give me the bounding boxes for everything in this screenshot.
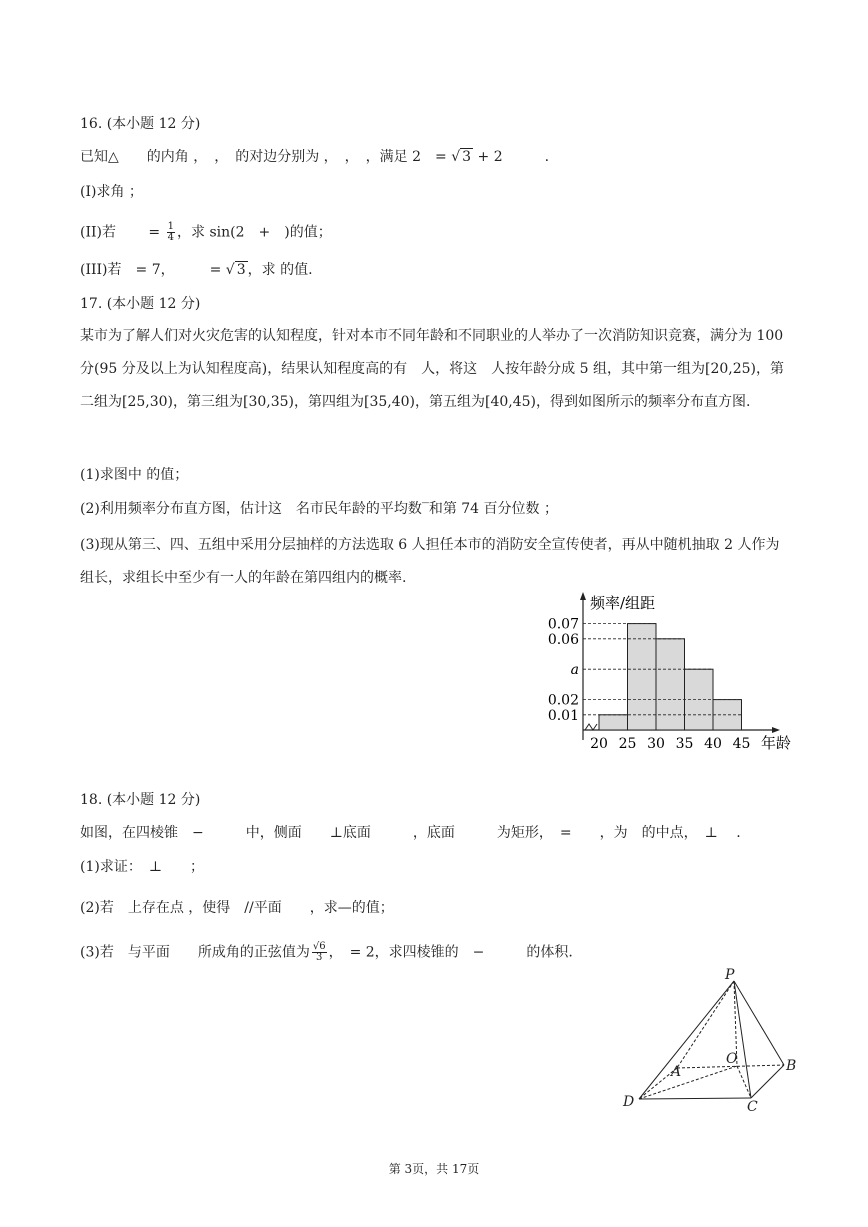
q18-part3-b: ， = 2，求四棱锥的 − 的体积. — [328, 944, 573, 961]
q18-fraction-den: 3 — [316, 952, 323, 963]
q18-part2: (2)若 上存在点 ，使得 //平面 ，求—的值； — [80, 900, 394, 916]
q16-part1: (I)求角 ； — [80, 184, 143, 200]
x-axis-arrow — [772, 727, 780, 733]
y-axis-arrow — [580, 592, 586, 600]
q18-header: 18. (本小题 12 分) — [80, 792, 201, 808]
label-P: P — [725, 967, 735, 983]
x-tick-label: 20 — [590, 736, 608, 752]
histogram-bar — [599, 715, 628, 730]
x-tick-label: 35 — [675, 736, 694, 752]
x-axis-label: 年龄 — [761, 734, 792, 752]
q17-part1: (1)求图中 的值； — [80, 467, 189, 483]
q16-fraction-den: 4 — [167, 232, 174, 243]
q16-line1-tail: + 2 . — [473, 149, 550, 165]
x-tick-label: 40 — [704, 736, 722, 752]
x-tick-label: 25 — [618, 736, 637, 752]
q16-part3-sqrt: 3 — [236, 262, 246, 278]
q16-line1-sqrt: 3 — [462, 149, 472, 165]
axis-break-icon — [585, 724, 597, 730]
y-tick-label: 0.07 — [547, 616, 579, 633]
y-tick-label: a — [570, 662, 579, 679]
q18-part1: (1)求证： ⊥ ； — [80, 859, 204, 875]
edge-CB — [751, 1065, 784, 1098]
label-C: C — [747, 1099, 758, 1115]
q18-fraction — [312, 942, 327, 963]
q16-part3-a: (III)若 = 7， = — [80, 262, 226, 278]
label-O: O — [726, 1051, 738, 1067]
q17-part2: (2)利用频率分布直方图，估计这 名市民年龄的平均数‾和第 74 百分位数 ； — [80, 501, 558, 517]
q16-fraction-num: 1 — [167, 221, 174, 232]
segment-DO — [639, 1066, 737, 1099]
q18-line1: 如图，在四棱锥 − 中，侧面 ⊥底面 ，底面 为矩形， = ，为 的中点， ⊥ . — [80, 825, 741, 841]
label-D: D — [623, 1094, 635, 1110]
q16-part2-b: ，求 sin(2 + )的值； — [177, 224, 332, 241]
q18-fraction-num: √6 — [312, 941, 326, 952]
label-B: B — [786, 1058, 797, 1074]
q17-header: 17. (本小题 12 分) — [80, 296, 201, 312]
histogram-bar — [656, 639, 685, 730]
q16-part2-a: (II)若 = — [80, 224, 165, 241]
y-tick-label: 0.02 — [547, 692, 579, 709]
y-tick-label: 0.06 — [547, 631, 579, 648]
histogram-bar — [713, 700, 742, 730]
pyramid-figure — [615, 965, 805, 1115]
label-A: A — [671, 1064, 682, 1080]
y-axis-label: 频率/组距 — [590, 594, 656, 612]
x-tick-label: 45 — [732, 736, 751, 752]
page-footer: 第 3页，共 17页 — [388, 1162, 480, 1176]
edge-PB — [734, 981, 784, 1065]
q16-line1: 已知△ 的内角 ， ， 的对边分别为 ， ， ，满足 2 = √ 3 + 2 . — [80, 149, 550, 165]
edge-DC — [639, 1098, 751, 1099]
q17-part3: (3)现从第三、四、五组中采用分层抽样的方法选取 6 人担任本市的消防安全宣传使者，再从中随机抽取 2 人作为组长，求组长中至少有一人的年龄在第四组内的概率. — [80, 537, 780, 586]
q16-part3: (III)若 = 7， = √ 3 ，求 的值. — [80, 262, 313, 278]
q16-header: 16. (本小题 12 分) — [80, 116, 201, 132]
frequency-histogram — [535, 588, 805, 758]
edge-PC — [734, 981, 751, 1098]
q16-line1-text: 已知△ 的内角 ， ， 的对边分别为 ， ， ，满足 2 = — [80, 149, 452, 165]
x-tick-label: 30 — [647, 736, 665, 752]
q17-paragraph: 某市为了解人们对火灾危害的认知程度，针对本市不同年龄和不同职业的人举办了一次消防知识竞赛，满分为 100 分(95 分及以上为认知程度高)，结果认知程度高的有 人，将这 人按年龄分成 5 组，其中第一组为[20,25)，第二组为[25,30)，第三组为[30,35)，第四组为[35,40)，第五组为[40,45)，得到如图所示的频率分布直方图. — [80, 328, 784, 410]
q16-fraction — [167, 222, 175, 243]
y-tick-label: 0.01 — [547, 707, 579, 724]
q18-part3-a: (3)若 与平面 所成角的正弦值为 — [80, 944, 310, 961]
q18-part3 — [80, 942, 573, 963]
q16-part3-b: ，求 的值. — [247, 262, 313, 278]
q16-part2 — [80, 222, 332, 243]
histogram-bar — [628, 624, 657, 730]
edge-PD — [639, 981, 734, 1099]
